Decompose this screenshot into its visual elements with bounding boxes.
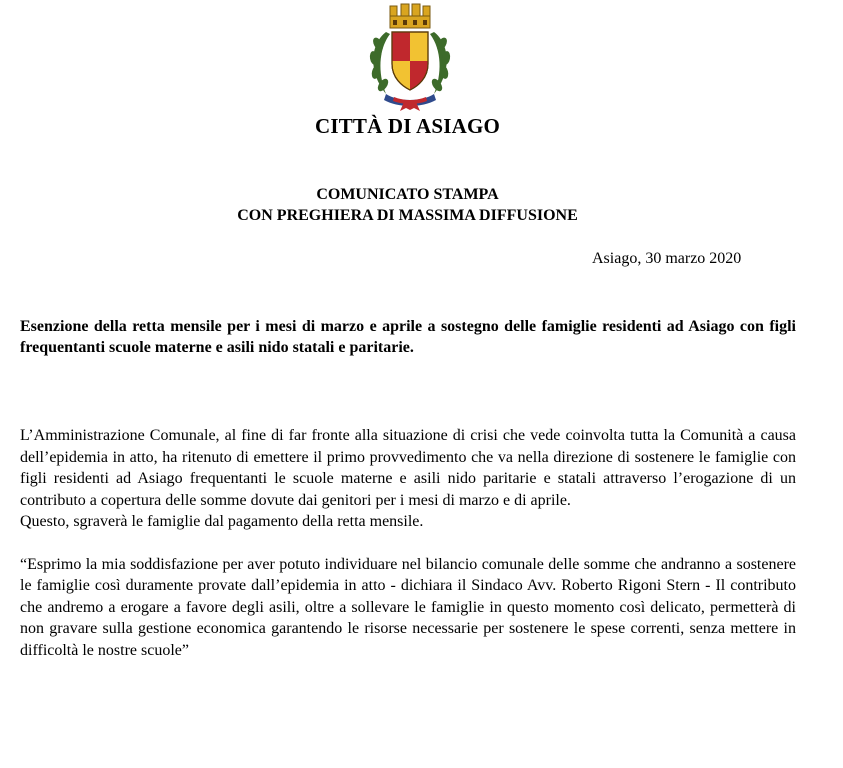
city-title: CITTÀ DI ASIAGO: [314, 114, 501, 138]
coat-of-arms-icon: [364, 2, 456, 112]
mayor-quote: “Esprimo la mia soddisfazione per aver potuto individuare nel bilancio comunale delle somme che andranno a sostenere le famiglie così duramente provate dall’epidemia in atto - dichiara il Sindaco Avv. Roberto Rigoni Stern - Il contributo che andremo a erogare a favore degli asili, oltre a sollevare le famiglie in questo momento così delicato, permetterà di non gravare sulla gestione economica garantendo le risorse necessarie per sostenere le spese correnti, senza mettere in difficoltà le nostre scuole”: [20, 555, 796, 659]
body-paragraph: L’Amministrazione Comunale, al fine di far fronte alla situazione di crisi che vede coinvolta tutta la Comunità a causa dell’epidemia in atto, ha ritenuto di emettere il primo provvedimento che va nella direzione di sostenere le famiglie con figli residenti ad Asiago frequentanti le scuole materne e asili nido paritarie e statali attraverso l’erogazione di un contributo a copertura delle somme dovute dai genitori per i mesi di marzo e di aprile.: [20, 427, 796, 509]
press-release-body: [20, 425, 796, 661]
dateline: Asiago, 30 marzo 2020: [592, 250, 742, 267]
shield-icon: [392, 32, 428, 90]
press-release-label: COMUNICATO STAMPA: [316, 186, 499, 203]
press-release-heading: [0, 184, 815, 226]
subject-line: Esenzione della retta mensile per i mesi di marzo e aprile a sostegno delle famiglie residenti ad Asiago con figli frequentanti scuole materne e asili nido statali e paritarie.: [20, 318, 796, 356]
distribution-note: CON PREGHIERA DI MASSIMA DIFFUSIONE: [237, 207, 578, 224]
ribbon-icon: [384, 94, 436, 111]
body-paragraph: Questo, sgraverà le famiglie dal pagamento della retta mensile.: [20, 513, 424, 530]
crown-icon: [390, 4, 430, 28]
